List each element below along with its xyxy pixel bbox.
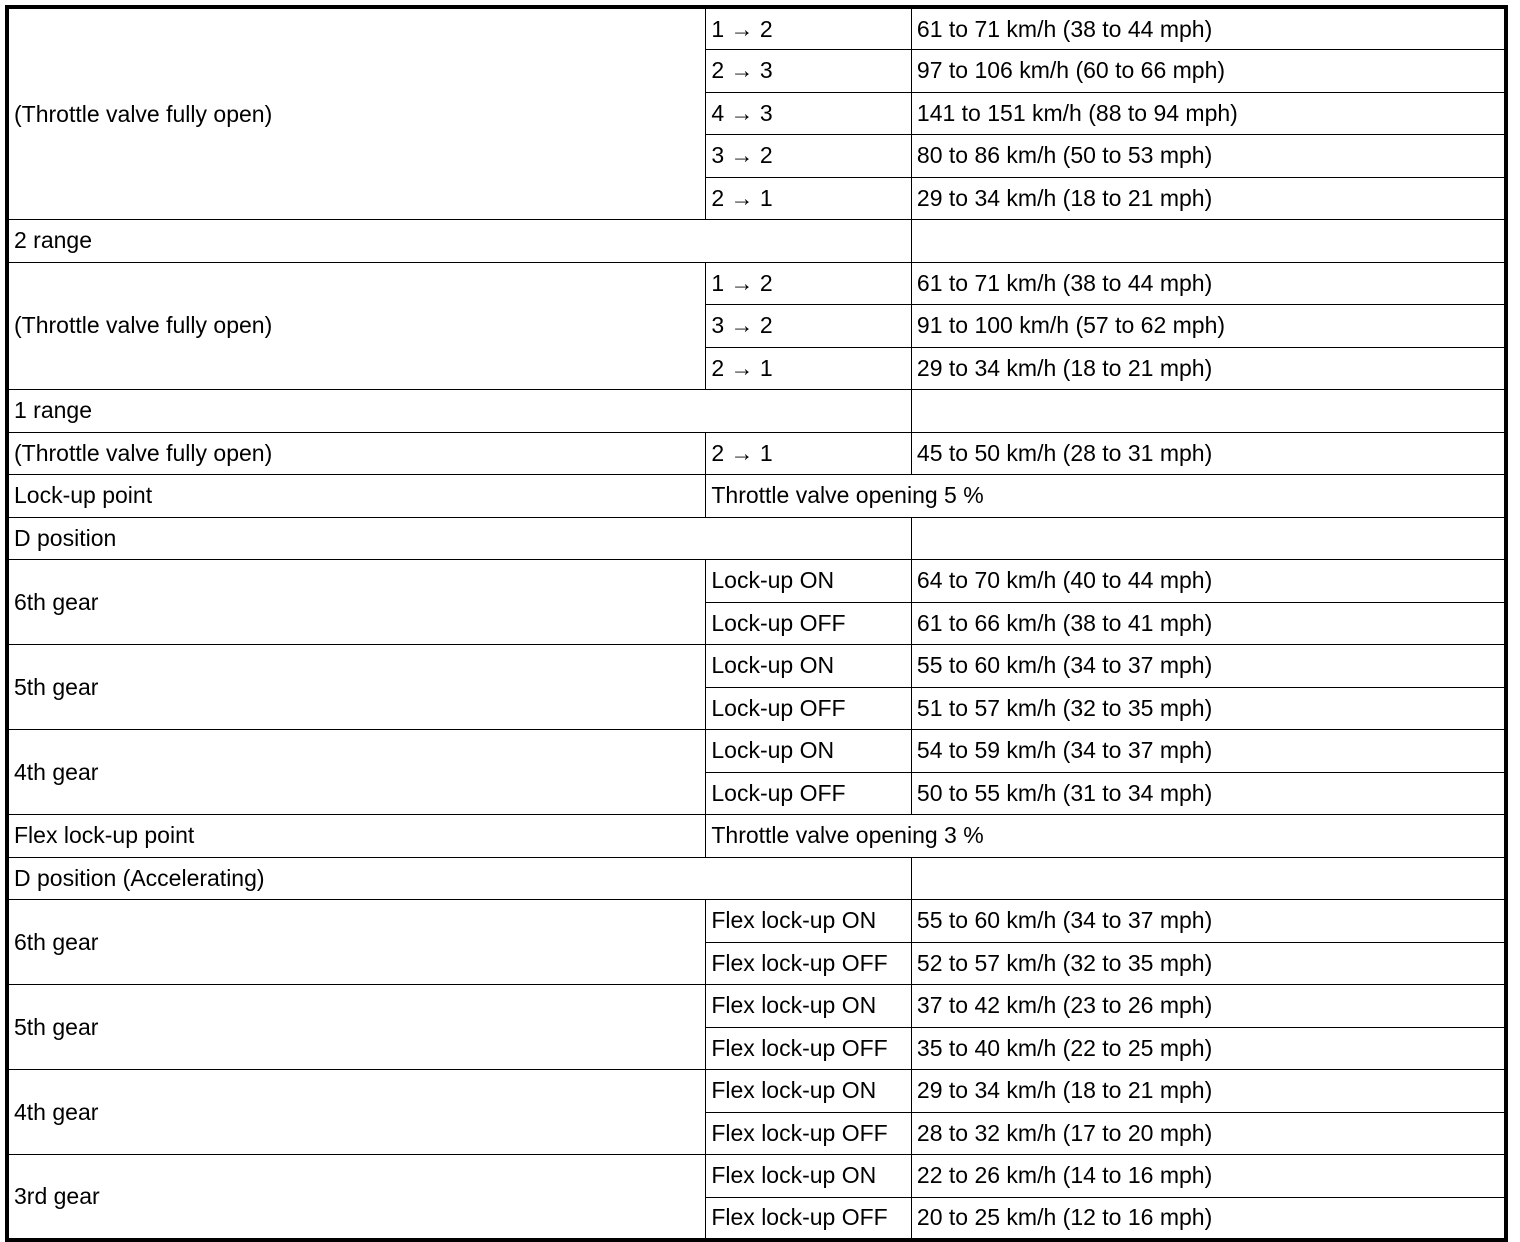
lockup-state-cell: Lock-up ON xyxy=(706,730,912,773)
lockup-state-cell: Flex lock-up OFF xyxy=(706,942,912,985)
lockup-state-cell: Lock-up OFF xyxy=(706,602,912,645)
speed-cell: 61 to 71 km/h (38 to 44 mph) xyxy=(911,7,1506,50)
condition-cell: (Throttle valve fully open) xyxy=(7,432,706,475)
speed-cell: 61 to 71 km/h (38 to 44 mph) xyxy=(911,262,1506,305)
section-heading: D position xyxy=(7,517,911,560)
shift-cell: 3 → 2 xyxy=(706,305,912,348)
speed-cell: 20 to 25 km/h (12 to 16 mph) xyxy=(911,1197,1506,1240)
gear-cell: 5th gear xyxy=(7,645,706,730)
speed-cell: 29 to 34 km/h (18 to 21 mph) xyxy=(911,1070,1506,1113)
table-row xyxy=(7,730,1506,773)
shift-cell: 3 → 2 xyxy=(706,135,912,178)
section-heading: 2 range xyxy=(7,220,911,263)
gear-cell: 4th gear xyxy=(7,730,706,815)
speed-cell: 91 to 100 km/h (57 to 62 mph) xyxy=(911,305,1506,348)
gear-cell: 6th gear xyxy=(7,900,706,985)
lockup-point-value: Throttle valve opening 5 % xyxy=(706,475,1506,518)
speed-cell: 55 to 60 km/h (34 to 37 mph) xyxy=(911,645,1506,688)
lockup-state-cell: Lock-up OFF xyxy=(706,772,912,815)
lockup-state-cell: Lock-up ON xyxy=(706,645,912,688)
lockup-state-cell: Flex lock-up OFF xyxy=(706,1112,912,1155)
section-heading: 1 range xyxy=(7,390,911,433)
table-row xyxy=(7,432,1506,475)
shift-cell: 1 → 2 xyxy=(706,7,912,50)
table-row xyxy=(7,1155,1506,1198)
shift-cell: 2 → 3 xyxy=(706,50,912,93)
condition-cell: (Throttle valve fully open) xyxy=(7,7,706,220)
table-row xyxy=(7,900,1506,943)
section-heading: D position (Accelerating) xyxy=(7,857,911,900)
speed-cell: 50 to 55 km/h (31 to 34 mph) xyxy=(911,772,1506,815)
table-row xyxy=(7,645,1506,688)
speed-cell: 37 to 42 km/h (23 to 26 mph) xyxy=(911,985,1506,1028)
speed-cell: 28 to 32 km/h (17 to 20 mph) xyxy=(911,1112,1506,1155)
lockup-state-cell: Lock-up ON xyxy=(706,560,912,603)
speed-cell: 22 to 26 km/h (14 to 16 mph) xyxy=(911,1155,1506,1198)
section-row xyxy=(7,517,1506,560)
gear-cell: 5th gear xyxy=(7,985,706,1070)
speed-cell: 35 to 40 km/h (22 to 25 mph) xyxy=(911,1027,1506,1070)
speed-cell: 29 to 34 km/h (18 to 21 mph) xyxy=(911,347,1506,390)
table-row xyxy=(7,262,1506,305)
speed-cell: 51 to 57 km/h (32 to 35 mph) xyxy=(911,687,1506,730)
shift-cell: 2 → 1 xyxy=(706,177,912,220)
shift-cell: 2 → 1 xyxy=(706,432,912,475)
speed-cell: 80 to 86 km/h (50 to 53 mph) xyxy=(911,135,1506,178)
lockup-state-cell: Flex lock-up OFF xyxy=(706,1197,912,1240)
speed-cell: 54 to 59 km/h (34 to 37 mph) xyxy=(911,730,1506,773)
section-row xyxy=(7,220,1506,263)
lockup-state-cell: Flex lock-up ON xyxy=(706,900,912,943)
gear-cell: 6th gear xyxy=(7,560,706,645)
shift-cell: 1 → 2 xyxy=(706,262,912,305)
shift-cell: 2 → 1 xyxy=(706,347,912,390)
condition-cell: (Throttle valve fully open) xyxy=(7,262,706,390)
table-row xyxy=(7,7,1506,50)
empty-cell xyxy=(911,857,1506,900)
table-row xyxy=(7,815,1506,858)
speed-cell: 45 to 50 km/h (28 to 31 mph) xyxy=(911,432,1506,475)
speed-cell: 64 to 70 km/h (40 to 44 mph) xyxy=(911,560,1506,603)
lockup-point-label: Lock-up point xyxy=(7,475,706,518)
section-row xyxy=(7,857,1506,900)
lockup-state-cell: Flex lock-up ON xyxy=(706,1070,912,1113)
speed-cell: 61 to 66 km/h (38 to 41 mph) xyxy=(911,602,1506,645)
shift-cell: 4 → 3 xyxy=(706,92,912,135)
lockup-state-cell: Flex lock-up OFF xyxy=(706,1027,912,1070)
lockup-state-cell: Flex lock-up ON xyxy=(706,985,912,1028)
flex-lockup-point-label: Flex lock-up point xyxy=(7,815,706,858)
speed-cell: 52 to 57 km/h (32 to 35 mph) xyxy=(911,942,1506,985)
lockup-state-cell: Flex lock-up ON xyxy=(706,1155,912,1198)
speed-cell: 141 to 151 km/h (88 to 94 mph) xyxy=(911,92,1506,135)
speed-cell: 29 to 34 km/h (18 to 21 mph) xyxy=(911,177,1506,220)
empty-cell xyxy=(911,220,1506,263)
lockup-state-cell: Lock-up OFF xyxy=(706,687,912,730)
table-row xyxy=(7,560,1506,603)
flex-lockup-point-value: Throttle valve opening 3 % xyxy=(706,815,1506,858)
empty-cell xyxy=(911,517,1506,560)
empty-cell xyxy=(911,390,1506,433)
gear-cell: 4th gear xyxy=(7,1070,706,1155)
speed-cell: 97 to 106 km/h (60 to 66 mph) xyxy=(911,50,1506,93)
section-row xyxy=(7,390,1506,433)
gear-cell: 3rd gear xyxy=(7,1155,706,1240)
table-row xyxy=(7,985,1506,1028)
speed-cell: 55 to 60 km/h (34 to 37 mph) xyxy=(911,900,1506,943)
table-row xyxy=(7,475,1506,518)
table-row xyxy=(7,1070,1506,1113)
shift-speed-spec-table xyxy=(5,5,1508,1242)
